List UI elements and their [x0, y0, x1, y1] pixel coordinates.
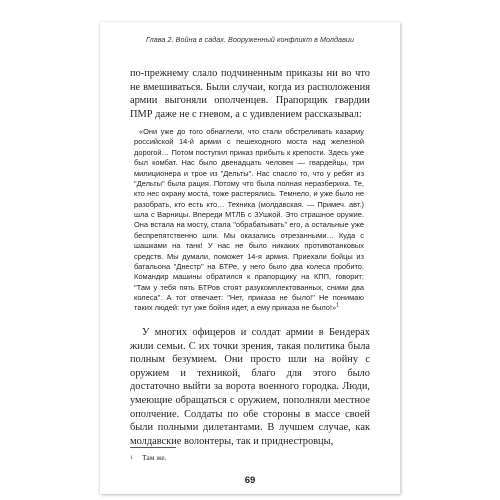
quote-text: «Они уже до того обнаглели, что стали обстреливать казарму российской 14-й армии с пешеходного моста над железной дорогой… Потом поступил приказ прибыть к крепости. Здесь уже был комбат. Нас было двенадцать человек — гвардейцы, три милиционера и трое из "Дельты". Нас спасло то, что у ребят из "Дельты" была рация. Потому что была полная неразбериха. Те, кто нес охрану моста, тоже растерялись. Темнело, и уже было не разобрать, кто есть кто… Техника (молдавская. — Примеч. авт.) шла с Варницы. Впереди МТЛБ с ЗУшкой. Это страшное оружие. Она встала на мосту, стала "обрабатывать" его, а остальные уже беспрепятственно шли. Мы оказались отрезанными… Куда с шашками на танк! У нас не было никаких противотанковых средств. Мы думали, поможет 14-я армия. Приехали бойцы из батальона "Днестр" на БТРе, у него было два колеса пробито. Командир машины обратился к прапорщику на КПП, говорит: "Там у тебя пять БТРов стоят разукомплектованных, сними два колеса". А тот отвечает: "Нет, приказа не было!" Не понимаю таких людей: тут уже бойня идет, а ему приказа не было!» — [134, 127, 364, 313]
footnote-number: 1 — [130, 455, 133, 461]
footnote-divider — [130, 447, 176, 448]
quote-block — [134, 127, 364, 314]
footnote-reference: 1 — [336, 302, 339, 309]
body-paragraph-2: У многих офицеров и солдат армии в Бендерах жили семьи. С их точки зрения, такая политика была полным безумием. Они просто шли на войну с оружием и техникой, благо для этого было достаточно выйти за ворота военного городка. Люди, умеющие обращаться с оружием, пополняли местное ополчение. Солдаты по обе стороны в массе своей были полными дилетантами. В лучшем случае, как молдавские волонтеры, так и приднестровцы, — [130, 327, 370, 447]
book-page — [100, 22, 400, 494]
footnote-text: Там же. — [142, 453, 167, 462]
footnote — [130, 453, 370, 463]
running-header: Глава 2. Война в садах. Вооруженный конфликт в Молдавии — [145, 35, 354, 44]
body-paragraph-1: по-прежнему слало подчиненным приказы ни во что не вмешиваться. Были случаи, когда из расположения армии выгоняли ополченцев. Прапорщик гвардии ПМР даже не с гневом, а с удивлением рассказывал: — [130, 68, 370, 120]
page-number: 69 — [244, 475, 256, 486]
